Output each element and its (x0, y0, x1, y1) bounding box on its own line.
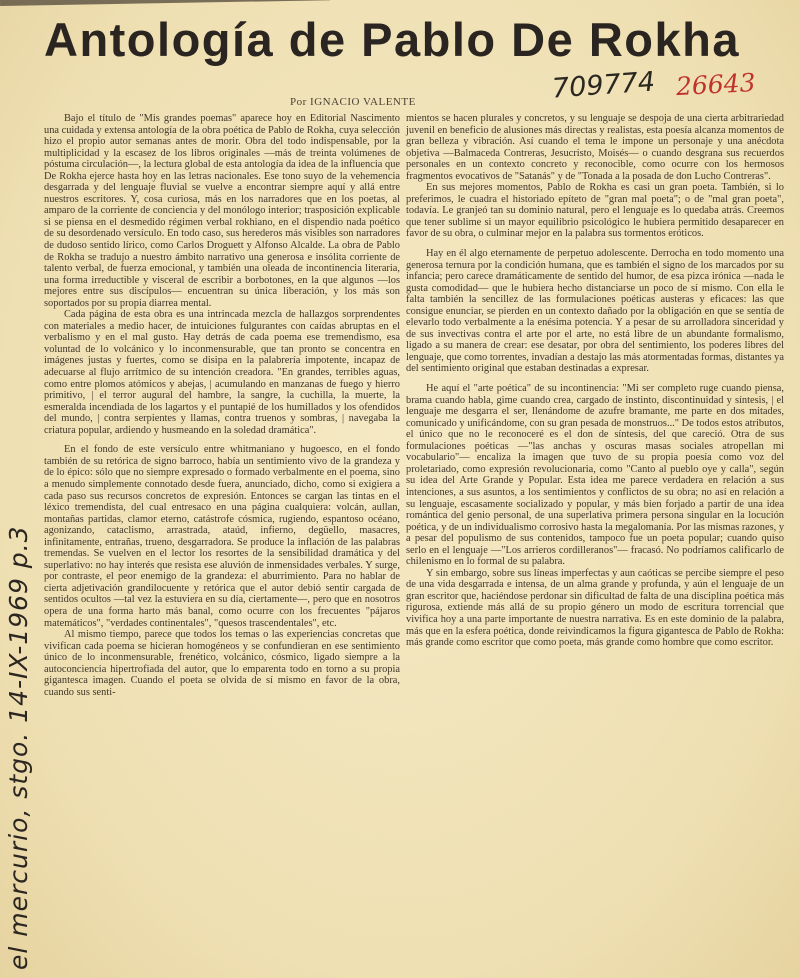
paragraph: Bajo el título de "Mis grandes poemas" aparece hoy en Editorial Nascimento una cuidada y extensa antología de la obra poética de Pablo de Rokha, cuya selección hizo el propio autor semanas antes de morir. Obra del todo indispensable, por la multiplicidad y la escasez de los libros originales —más de treinta volúmenes de póstuma circulación—, la lectura global de esta antología da idea de la influencia que De Rokha ejerce hasta hoy en las letras nacionales. Ese tono suyo de la vehemencia desgarrada y del lenguaje fluvial se vuelve a encontrar siempre aquí y allá entre nuestros escritores. Y, cosa curiosa, más en los narradores que en los poetas, al amparo de la corriente de conciencia y del monólogo interior; trasposición explicable si se piensa en el desmedido régimen verbal rokhiano, en el dispendio nada poético de su desordenado versículo. En todo caso, sus herederos más visibles son narradores de dudoso sentido lírico, como Carlos Droguett y Alfonso Alcalde. La obra de Pablo de Rokha se tradujo a nuestro ámbito narrativo una generosa e insólita corriente de talento verbal, de fuerza emocional, y también una oleada de incontinencia literaria, una forma irreductible y visceral de escribir a borbotones, en la que algunos —los mejores entre sus discípulos— encuentran su única liberación, y los más son soportados por su propia diarrea mental. (44, 113, 400, 309)
paragraph: En el fondo de este versículo entre whitmaniano y hugoesco, en el fondo también de su retórica de signo barroco, había un sentimiento vivo de la grandeza y de lo épico: sólo que no siempre expresado o formado verbalmente en el poema, sino a menudo simplemente connotado desde fuera, anunciado, dicho, como si exigiera a cada paso sus recursos concretos de expresión. Entonces se cargan las tintas en el léxico tremendista, del cual entresaco en una página cualquiera: volcán, aullan, montañas partidas, clamor eterno, catástrofe cósmica, rugiendo, espantoso océano, agonizando, cataclismo, arrastrada, ataúd, infierno, degüello, masacres, infinitamente, entrañas, trueno, desgarradora. Se produce la inflación de las palabras tremendas. Se vuelven en el lector los resortes de la sensibilidad dramática y del superlativo: no hay interés que resista ese aluvión de inmensidades verbales. Y surge, por contraste, el peor enemigo de la grandeza: el aburrimiento. Para no hablar de cierta adjetivación grandilocuente y retórica que el autor debió sentir cargada de sentidos ocultos —tal vez la estuviera en su día, ciertamente—, pero que en nosotros opera de una forma harto más banal, como ocurre con los frecuentes "pájaros matemáticos", "verdades continentales", "quesos trascendentales", etc. (44, 444, 400, 629)
paragraph: Cada página de esta obra es una intrincada mezcla de hallazgos sorprendentes con materiales a medio hacer, de intuiciones fulgurantes con caídas abruptas en el verbalismo y en el mal gusto. Hay detrás de cada poema ese tremendismo, esa voluntad de lo volcánico y lo inconmensurable, que tan pronto se concentra en imágenes justas y fuertes, como se disipa en la palabrería impotente, incapaz de adecuarse al flujo arrítmico de su intención creadora. "En grandes, terribles aguas, como entre plomos atómicos y abejas, | acumulando en manzanas de fuego y hierro primitivo, | el terror augural del hambre, la sangre, la cuchilla, la muerte, la esmeralda incendiada de los lagartos y el puntapié de los humillados y los ofendidos del mundo, | contra serpientes y llamas, contra truenos y sombras, | navegaba la criatura popular, ardiendo y husmeando en la soledad dramática". (44, 309, 400, 436)
handwritten-catalog-number: 709774 (551, 66, 656, 105)
paragraph: En sus mejores momentos, Pablo de Rokha es casi un gran poeta. También, si lo preferimos, le cuadra el historiado epíteto de "gran mal poeta"; o de "mal gran poeta", todavía. Le granjeó tan su dominio natural, pero el lenguaje es lo quedaba atrás. Creemos que tener sublime si un mayor equilibrio psicológico le hubiera permitido desaparecer en favor de su obra, o culminar mejor en la palabra sus tormentos eróticos. (406, 182, 784, 240)
handwritten-source-note: el mercurio, stgo. 14-IX-1969 p.3 (4, 525, 33, 970)
handwritten-red-number: 26643 (675, 67, 757, 102)
article-column-right (406, 113, 784, 649)
paragraph: Al mismo tiempo, parece que todos los temas o las experiencias concretas que vivifican cada poema se hicieran homogéneos y se confundieran en ese sentimiento único de lo inconmensurable, frenético, volcánico, cósmico, ligado siempre a la autoconciencia hipertrofiada del autor, que lo emparenta todo en torno a su propia gigantesca imagen. Cuando el poeta se olvida de sí mismo en favor de la obra, cuando sus senti- (44, 629, 400, 698)
article-byline: Por IGNACIO VALENTE (290, 96, 416, 108)
paragraph: Y sin embargo, sobre sus líneas imperfectas y aun caóticas se percibe siempre el peso de una vida desgarrada e intensa, de un alma grande y profunda, y aún el lenguaje de un gran escritor que, haciéndose perdonar sin dificultad de falta de una disciplina poética más rigurosa, extiende más allá de su propio género un modo de escritura torrencial que vivifica hoy a una parte importante de nuestra narrativa. Es en este dominio de la palabra, más que en la esfera poética, donde reivindicamos la figura gigantesca de Pablo de Rokha: más grande como escritor que como poeta, más grande como hombre que como escritor. (406, 567, 784, 649)
article-column-left (44, 113, 400, 698)
article-title: Antología de Pablo De Rokha (44, 13, 740, 66)
paragraph: He aquí el "arte poética" de su incontinencia: "Mi ser completo ruge cuando piensa, brama cuando habla, gime cuando crea, cargado de instinto, discontinuidad y síntesis, | el lenguaje me desgarra el ser, llenándome de azufre bramante, me parte en dos mitades, comunicado y unificándome, con su gran pesada de monstruos..." De todos estos atributos, el único que no le reconoceré es el don de síntesis, del que careció. Otra de sus formulaciones poéticas —"las anchas y oscuras masas sociales atropellan mi vocabulario"— encaliza la imagen que tuvo de su propia poesía como voz del proletariado, como expresión revolucionaria, como "Canto al pueblo oye y calla", según su idea del Arte Grande y Popular. Esta idea me parece verdadera en relación a sus intenciones, a sus asuntos, a los sentimientos y conflictos de su obra; no así en relación a su lenguaje, escasamente socializado y popular, y más bien forjado a partir de una idea romántica del genio personal, de una superlativa primera persona singular en la locución poética, y de un individualismo corrosivo hasta la megalomanía. Por las mismas razones, y a pesar del populismo de sus contenidos, tampoco fue un poeta popular; cuando quiso serlo en el lenguaje —"Los arrieros cordilleranos"— fracasó. No podríamos calificarlo de chilenismo en lo formal de su palabra. (406, 383, 785, 568)
paragraph: mientos se hacen plurales y concretos, y su lenguaje se despoja de una cierta arbitrariedad juvenil en beneficio de alusiones más directas y realistas, esta poesía alcanza momentos de gran belleza y vibración. Así cuando el tema le impone un personaje y una anécdota objetiva —Balmaceda Contreras, Jesucristo, Moisés— o cuando desgrana sus recuerdos personales en un contexto concreto y reconocible, como ocurre con los hermosos fragmentos evocativos de "Satanás" y de "Tonada a la posada de don Lucho Contreras". (406, 113, 784, 182)
paragraph: Hay en él algo eternamente de perpetuo adolescente. Derrocha en todo momento una generosa ternura por la condición humana, que es también el signo de los marcados por su infancia; pero carece dramáticamente de sentido del humor, de esa pizca irónica —nada le gusta comodidad— que le hubiera hecho distanciarse un poco de sí mismo. Con ella le falta también la sencillez de las formulaciones poéticas austeras y eficaces: las que consigue enunciar, se pierden en un contexto dañado por la obligación en que se sentía de elevarlo todo verbalmente a la enésima potencia. Y a pesar de su arrolladora sinceridad y de sus invectivas contra el arte por el arte, no está libre de un abundante formalismo, ligado a su manera de crear: ese desatar, por obra del sentimiento, los poderes libres del lenguaje, que como torrentes, invadían a destajo las más atormentadas formas, distantes ya del sentimiento original que estaban destinadas a expresar. (406, 248, 784, 375)
